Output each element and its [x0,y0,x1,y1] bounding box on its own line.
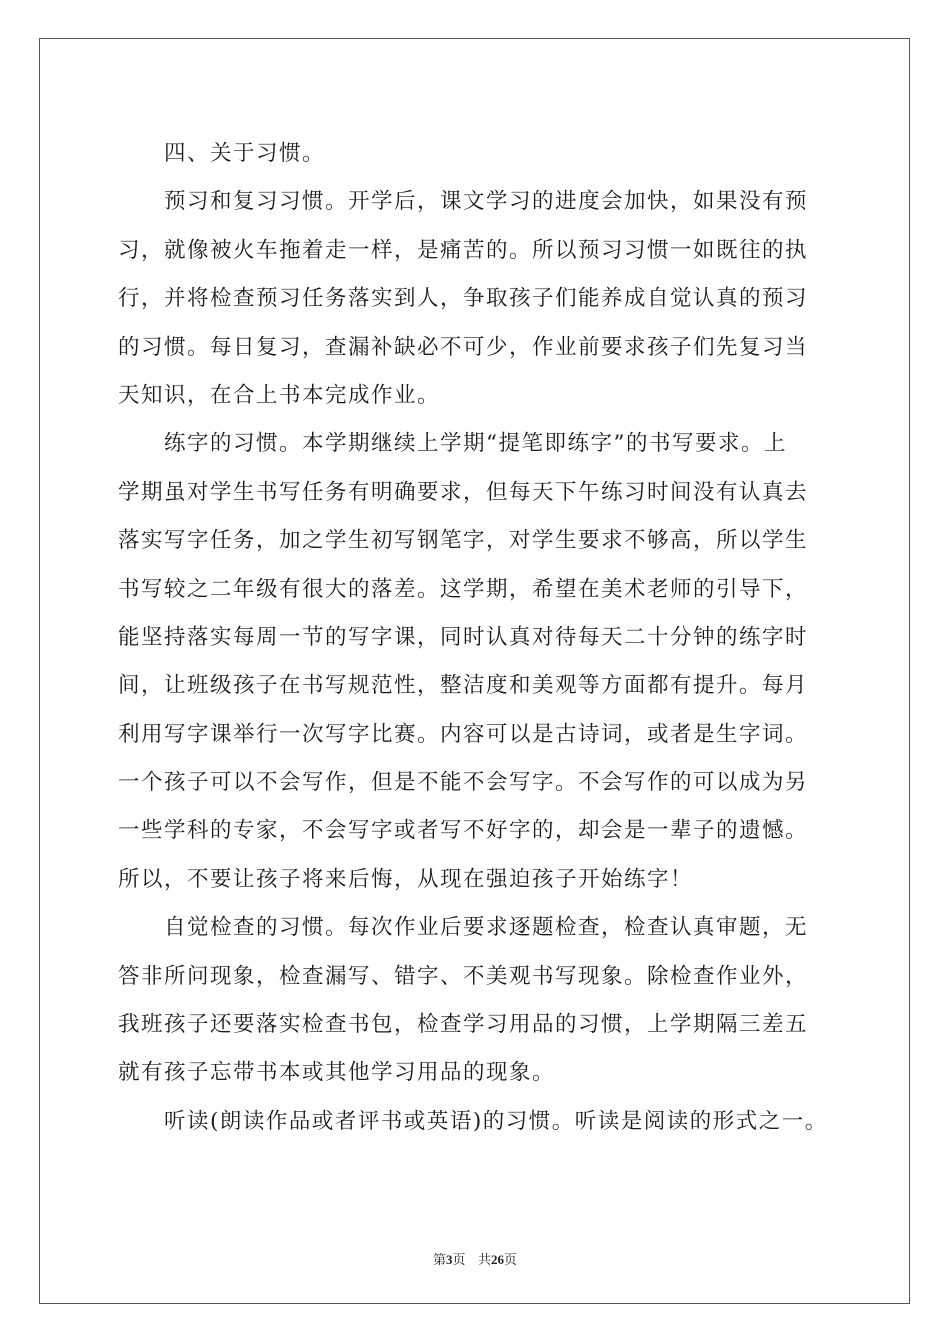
text-line: 能坚持落实每周一节的写字课，同时认真对待每天二十分钟的练字时 [118,624,809,650]
text-line: 答非所问现象，检查漏写、错字、不美观书写现象。除检查作业外， [118,963,809,989]
text-line: 所以，不要让孩子将来后悔，从现在强迫孩子开始练字！ [118,866,694,892]
text-line: 利用写字课举行一次写字比赛。内容可以是古诗词，或者是生字词。 [118,721,809,747]
footer-page-suffix: 页 [452,1253,466,1268]
footer-total-pages: 26 [490,1252,504,1267]
text-line: 间，让班级孩子在书写规范性，整洁度和美观等方面都有提升。每月 [118,673,809,699]
text-line: 一个孩子可以不会写作，但是不能不会写字。不会写作的可以成为另 [118,770,809,796]
footer-total-suffix: 页 [503,1253,517,1268]
document-body [118,130,853,1146]
text-line: 一些学科的专家，不会写字或者写不好字的，却会是一辈子的遗憾。 [118,818,809,844]
text-line: 天知识，在合上书本完成作业。 [118,382,441,408]
text-line: 的习惯。每日复习，查漏补缺必不可少，作业前要求孩子们先复习当 [118,334,809,360]
page-footer [0,1249,950,1268]
text-line: 自觉检查的习惯。每次作业后要求逐题检查，检查认真审题，无 [164,915,809,941]
text-line: 习，就像被火车拖着走一样，是痛苦的。所以预习习惯一如既往的执 [118,237,809,263]
text-line: 预习和复习习惯。开学后，课文学习的进度会加快，如果没有预 [164,189,809,215]
text-line: 落实写字任务，加之学生初写钢笔字，对学生要求不够高，所以学生 [118,528,809,554]
text-line: 我班孩子还要落实检查书包，检查学习用品的习惯，上学期隔三差五 [118,1012,809,1038]
text-line: 学期虽对学生书写任务有明确要求，但每天下午练习时间没有认真去 [118,479,809,505]
text-line: 就有孩子忘带书本或其他学习用品的现象。 [118,1060,556,1086]
text-line: 行，并将检查预习任务落实到人，争取孩子们能养成自觉认真的预习 [118,286,809,312]
text-line: 书写较之二年级有很大的落差。这学期，希望在美术老师的引导下， [118,576,809,602]
text-line: 练字的习惯。本学期继续上学期“提笔即练字”的书写要求。上 [164,431,787,457]
text-line: 听读(朗读作品或者评书或英语)的习惯。听读是阅读的形式之一。 [164,1108,828,1134]
text-line: 四、关于习惯。 [164,141,326,166]
footer-page-number: 3 [446,1252,453,1267]
footer-total-prefix: 共 [477,1253,491,1268]
footer-prefix: 第 [433,1253,447,1268]
